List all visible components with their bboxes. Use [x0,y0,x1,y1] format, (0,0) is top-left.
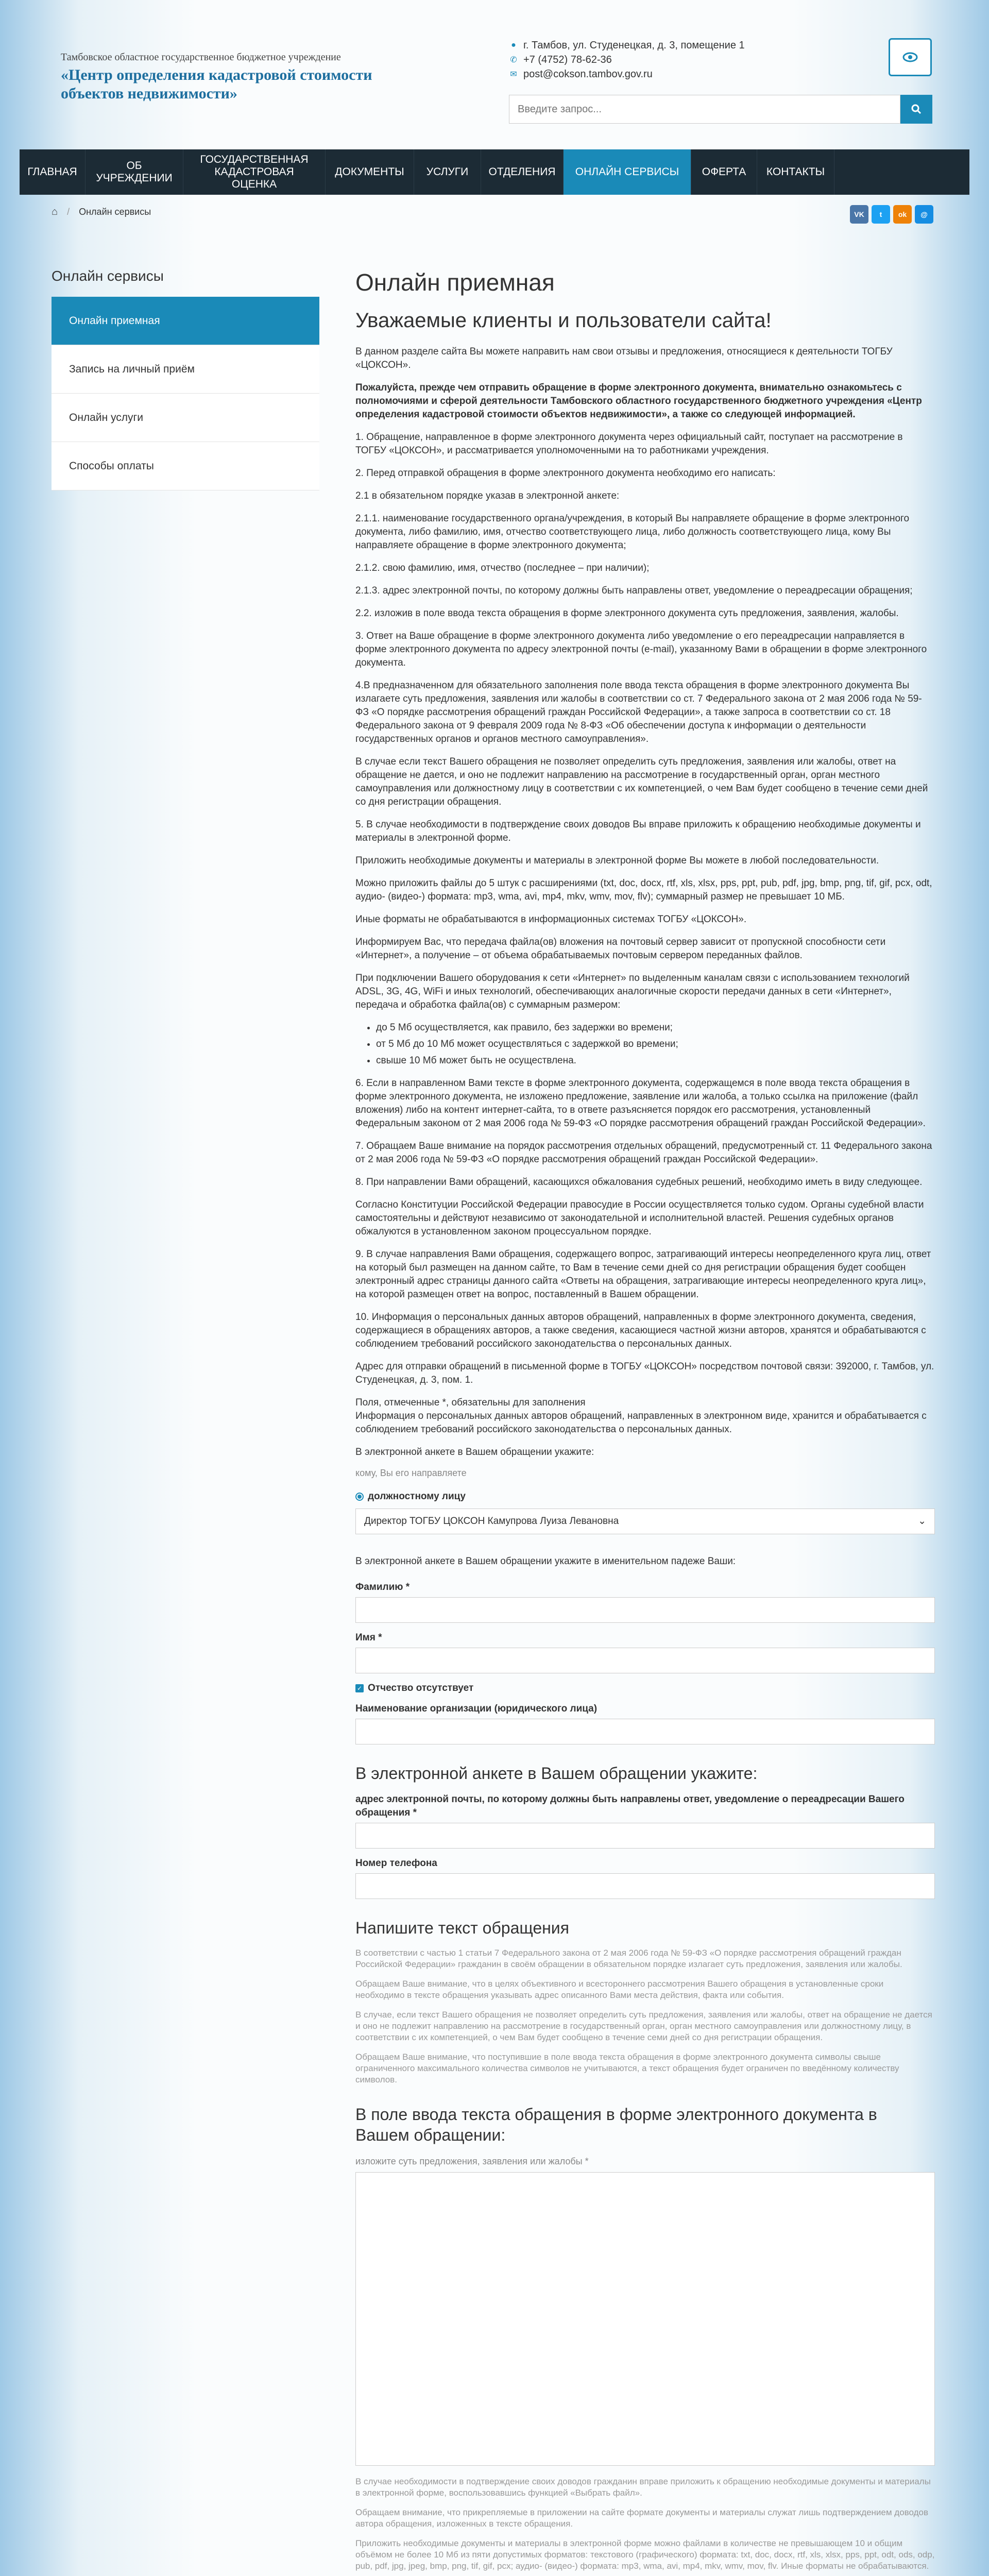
recipient-radio[interactable] [355,1493,364,1501]
recipient-select[interactable] [355,1509,935,1534]
search-button[interactable] [900,95,932,124]
form-note: В случае необходимости в подтверждение своих доводов гражданин вправе приложить к обращению необходимые документы и материалы в электронной форме, воспользовавшись функцией «Выбрать файл». [355,2477,931,2498]
no-patronymic-checkbox[interactable]: ✓ [355,1684,364,1692]
header [0,0,989,149]
rule-text: 2.2. изложив в поле ввода текста обращения в форме электронного документа суть предложения, заявления, жалобы. [355,608,899,619]
mail-share-icon[interactable]: @ [915,205,933,224]
rule-text: 2.1.2. свою фамилию, имя, отчество (последнее – при наличии); [355,563,650,573]
home-icon[interactable]: ⌂ [52,206,58,217]
nav-item-online[interactable]: ОНЛАЙН СЕРВИСЫ [564,149,691,195]
breadcrumb-separator: / [67,207,70,217]
sidebar [52,268,319,490]
org-input[interactable] [355,1719,935,1744]
phone-icon: ✆ [510,56,517,64]
form-note: Обращаем Ваше внимание, что поступившие в поле ввода текста обращения в форме электронного документа символы свыше ограниченного максимального количества символов не учитываются, а текст обращения будет ограничен по введённому количеству символов. [355,2052,899,2084]
header-contacts [509,38,745,81]
rule-text: 2.1.1. наименование государственного органа/учреждения, в который Вы направляете обращение в форме электронного документа, либо фамилию, имя, отчество соответствующего лица, либо должность соответствующего лица, кому Вы направляете обращение в форме электронного документа; [355,513,910,551]
nav-item-about[interactable]: ОБ УЧРЕЖДЕНИИ [86,149,183,195]
main-content [355,268,935,2576]
form-note: В случае, если текст Вашего обращения не позволяет определить суть предложения, заявления или жалобы, ответ на обращение не дается и оно не подлежит направлению на рассмотрение в государственный орган, орган местного самоуправления или должностному лицу, в соответствии с их компетенцией, о чем Вам будет сообщено в течение семи дней со дня регистрации обращения. [355,2010,932,2042]
rule-text: 4.В предназначенном для обязательного заполнения поле ввода текста обращения в форме электронного документа Вы излагаете суть предложения, заявления или жалобы в соответствии со ст. 7 Федерального закона от 2 мая 2006 года № 59-ФЗ «О порядке рассмотрения обращений граждан Российской Федерации», а также запроса в соответствии со ст. 18 Федерального закона от 9 февраля 2009 года № 8-ФЗ «Об обеспечении доступа к информации о деятельности государственных органов и органов местного самоуправления». [355,680,922,744]
nav-item-documents[interactable]: ДОКУМЕНТЫ [326,149,414,195]
contacts-section-heading: В электронной анкете в Вашем обращении укажите: [355,1764,758,1783]
rule-text: Приложить необходимые документы и материалы в электронной форме Вы можете в любой последовательности. [355,855,879,866]
form-note: Приложить необходимые документы и материалы в электронной форме можно файлами в количестве не превышающем 10 и общим объёмом не более 10 Мб из пяти допустимых форматов: текстового (графического) формата: txt, doc, docx, rtf, xls, xlsx, pps, ppt, odt, ods, odp, pub, pdf, jpg, jpeg, bmp, png, tif, gif, pcx; аудио- (видео-) формата: mp3, wma, avi, mp4, mkv, wmv, mov, flv. Иные форматы не обрабатываются. [355,2538,935,2571]
page-subtitle: Уважаемые клиенты и пользователи сайта! [355,309,772,332]
twitter-share-icon[interactable]: t [872,205,890,224]
rule-text: 2. Перед отправкой обращения в форме электронного документа необходимо его написать: [355,468,776,479]
breadcrumb-current: Онлайн сервисы [79,207,151,217]
rule-text: Можно приложить файлы до 5 штук с расширениями (txt, doc, docx, rtf, xls, xlsx, pps, ppt, pub, pdf, jpg, bmp, png, tif, gif, pcx, odt, аудио- (видео-) формата: mp3, wma, avi, mp4, mkv, wmv, mov, flv); суммарный размер не превышает 10 МБ. [355,878,932,902]
rule-text: В случае если текст Вашего обращения не позволяет определить суть предложения, заявления или жалобы, ответ на обращение не дается, и оно не подлежит направлению на рассмотрение в государственный орган, орган местного самоуправления или должностному лицу в соответствии с их компетенцией, о чем Вам будет сообщено в течение семи дней со дня регистрации обращения. [355,756,928,807]
message-textarea[interactable] [355,2172,935,2466]
email-label: адрес электронной почты, по которому должны быть направлены ответ, уведомление о переадресации Вашего обращения * [355,1794,905,1818]
nav-item-cadastral[interactable]: ГОСУДАРСТВЕННАЯ КАДАСТРОВАЯ ОЦЕНКА [183,149,326,195]
header-address: ● г. Тамбов, ул. Студенецкая, д. 3, помещение 1 [509,38,745,53]
rule-text: Иные форматы не обрабатываются в информационных системах ТОГБУ «ЦОКСОН». [355,914,747,925]
rule-text: 3. Ответ на Ваше обращение в форме электронного документа либо уведомление о его переадресации направляется в форме электронного документа по адресу электронной почты (e-mail), указанному Вами в обращении в форме электронного документа. [355,631,927,668]
no-patronymic-label: Отчество отсутствует [368,1683,474,1693]
recipient-radio-row [355,1490,935,1503]
form-note: Обращаем Ваше внимание, что в целях объективного и всестороннего рассмотрения Вашего обращения в установленные сроки необходимо в тексте обращения указывать адрес описанного Вами места действия, факта или события. [355,1979,884,2000]
textarea-note: изложите суть предложения, заявления или жалобы * [355,2156,589,2166]
form-note: Обращаем внимание, что прикрепляемые в приложении на сайте формате документы и материалы служат лишь подтверждением доводов автора обращения, изложенных в тексте обращения. [355,2507,928,2529]
size-list [376,1021,935,1067]
textarea-section-heading: В поле ввода текста обращения в форме электронного документа в Вашем обращении: [355,2105,877,2144]
list-item: • свыше 10 Мб может быть не осуществлена. [376,1054,935,1067]
rule-text: 9. В случае направления Вами обращения, содержащего вопрос, затрагивающий интересы неопределенного круга лиц, ответ на который был размещен на данном сайте, то Вам в течение семи дней со дня регистрации обращения будет сообщен электронный адрес страницы данного сайта «Ответы на обращения, затрагивающие интересы неопределенного круга лиц», на которой размещен ответ на вопрос, поставленный в Вашем обращении. [355,1249,931,1300]
sidebar-item-appointment[interactable]: Запись на личный приём [52,345,319,394]
text-section-heading: Напишите текст обращения [355,1919,569,1937]
org-label: Наименование организации (юридического лица) [355,1703,598,1714]
rule-text: Адрес для отправки обращений в письменной форме в ТОГБУ «ЦОКСОН» посредством почтовой связи: 392000, г. Тамбов, ул. Студенецкая, д. 3, пом. 1. [355,1361,934,1385]
list-item: • от 5 Мб до 10 Мб может осуществляться с задержкой во времени; [376,1038,935,1051]
notice-text: Пожалуйста, прежде чем отправить обращение в форме электронного документа, внимательно ознакомьтесь с полномочиями и сферой деятельности Тамбовского областного государственного бюджетного учреждения «Центр определения кадастровой стоимости объектов недвижимости», а также со следующей информацией. [355,382,922,420]
sidebar-item-online-reception[interactable]: Онлайн приемная [52,297,319,345]
nav-item-offer[interactable]: ОФЕРТА [691,149,757,195]
recipient-select-value: Директор ТОГБУ ЦОКСОН Камупрова Луиза Левановна [364,1516,619,1527]
accessibility-eye-button[interactable] [889,38,932,76]
surname-label: Фамилию * [355,1582,410,1592]
eye-icon [902,52,918,62]
name-input[interactable] [355,1648,935,1673]
form-note: В соответствии с частью 1 статьи 7 Федерального закона от 2 мая 2006 года № 59-ФЗ «О порядке рассмотрения обращений граждан Российской Федерации» гражданин в своём обращении в обязательном порядке излагает суть предложения, заявления или жалобы. [355,1948,902,1969]
sidebar-title: Онлайн сервисы [52,268,164,284]
list-item: • до 5 Мб осуществляется, как правило, без задержки во времени; [376,1021,935,1035]
intro-text: В данном разделе сайта Вы можете направить нам свои отзывы и предложения, относящиеся к деятельности ТОГБУ «ЦОКСОН». [355,346,893,370]
anketa-label: В электронной анкете в Вашем обращении укажите: [355,1447,594,1458]
search-icon [911,104,922,114]
rule-text: Согласно Конституции Российской Федерации правосудие в России осуществляется только судом. Органы судебной власти самостоятельны и действуют независимо от законодательной и исполнительной властей. Решения судебных органов обжалуются в установленном законом процессуальном порядке. [355,1199,924,1237]
name-label: Имя * [355,1632,382,1643]
header-email[interactable]: ✉ post@cokson.tambov.gov.ru [509,67,745,81]
nav-item-contacts[interactable]: КОНТАКТЫ [757,149,834,195]
sidebar-item-payment[interactable]: Способы оплаты [52,442,319,490]
main-nav [20,149,969,195]
org-small-name: Тамбовское областное государственное бюджетное учреждение [61,52,341,63]
rule-text: 8. При направлении Вами обращений, касающихся обжалования судебных решений, необходимо иметь в виду следующее. [355,1177,923,1188]
chevron-down-icon: ⌄ [918,1516,926,1527]
pad-label: В электронной анкете в Вашем обращении укажите в именительном падеже Ваши: [355,1556,736,1567]
breadcrumb [52,206,151,218]
nav-item-services[interactable]: УСЛУГИ [414,149,481,195]
ok-share-icon[interactable]: ok [893,205,912,224]
rule-text: 2.1.3. адрес электронной почты, по которому должны быть направлены ответ, уведомление о переадресации обращения; [355,585,913,596]
vk-share-icon[interactable]: VK [850,205,868,224]
nav-item-home[interactable]: ГЛАВНАЯ [20,149,86,195]
header-phone[interactable]: ✆ +7 (4752) 78-62-36 [509,53,745,67]
page-title: Онлайн приемная [355,269,555,296]
map-marker-icon: ● [511,41,516,49]
required-note: Поля, отмеченные *, обязательны для заполнения [355,1397,586,1408]
rule-text: При подключении Вашего оборудования к сети «Интернет» по выделенным каналам связи с использованием технологий ADSL, 3G, 4G, WiFi и иных технологий, обеспечивающих аналогичные скорости передачи данных в сети «Интернет», передача и обработка файла(ов) с суммарным размером: [355,973,910,1010]
to-whom-note: кому, Вы его направляете [355,1468,467,1478]
phone-label: Номер телефона [355,1858,437,1869]
nav-item-branches[interactable]: ОТДЕЛЕНИЯ [481,149,564,195]
no-patronymic-row [355,1682,935,1695]
rule-text: Информируем Вас, что передача файла(ов) вложения на почтовый сервер зависит от пропускной способности сети «Интернет», а получение – от объема обрабатываемых почтовым сервером переданных файлов. [355,937,886,961]
org-logo-name[interactable]: «Центр определения кадастровой стоимости объектов недвижимости» [61,66,372,102]
envelope-icon: ✉ [510,70,517,79]
share-buttons [850,205,933,224]
surname-input[interactable] [355,1597,935,1623]
personal-data-note: Информация о персональных данных авторов обращений, направленных в электронном виде, хранится и обрабатывается с соблюдением требований российского законодательства о персональных данных. [355,1411,927,1435]
sidebar-item-online-services[interactable]: Онлайн услуги [52,394,319,442]
rule-text: 7. Обращаем Ваше внимание на порядок рассмотрения отдельных обращений, предусмотренный ст. 11 Федерального закона от 2 мая 2006 года № 59-ФЗ «О порядке рассмотрения обращений граждан Российской Федерации». [355,1141,932,1165]
rule-text: 1. Обращение, направленное в форме электронного документа через официальный сайт, поступает на рассмотрение в ТОГБУ «ЦОКСОН», и рассматривается уполномоченными на то работниками учреждения. [355,432,903,456]
rule-text: 2.1 в обязательном порядке указав в электронной анкете: [355,490,620,501]
email-input[interactable] [355,1823,935,1849]
search-input[interactable] [509,95,900,124]
recipient-radio-label: должностному лицу [368,1491,466,1502]
rule-text: 6. Если в направленном Вами тексте в форме электронного документа, содержащемся в поле ввода текста обращения в форме электронного документа, не изложено предложение, заявление или жалоба, а только ссылка на приложение (файл вложения) либо на контент интернет-сайта, то в ответе разъясняется порядок его рассмотрения, установленный Федеральным законом от 2 мая 2006 года № 59-ФЗ «О порядке рассмотрения обращений граждан Российской Федерации». [355,1078,926,1129]
rule-text: 5. В случае необходимости в подтверждение своих доводов Вы вправе приложить к обращению необходимые документы и материалы в электронной форме. [355,819,921,843]
phone-input[interactable] [355,1873,935,1899]
rule-text: 10. Информация о персональных данных авторов обращений, направленных в форме электронного документа, сведения, содержащиеся в обращениях авторов, а также сведения, касающиеся частной жизни авторов, хранятся и обрабатываются с соблюдением требований российского законодательства о персональных данных. [355,1312,926,1349]
